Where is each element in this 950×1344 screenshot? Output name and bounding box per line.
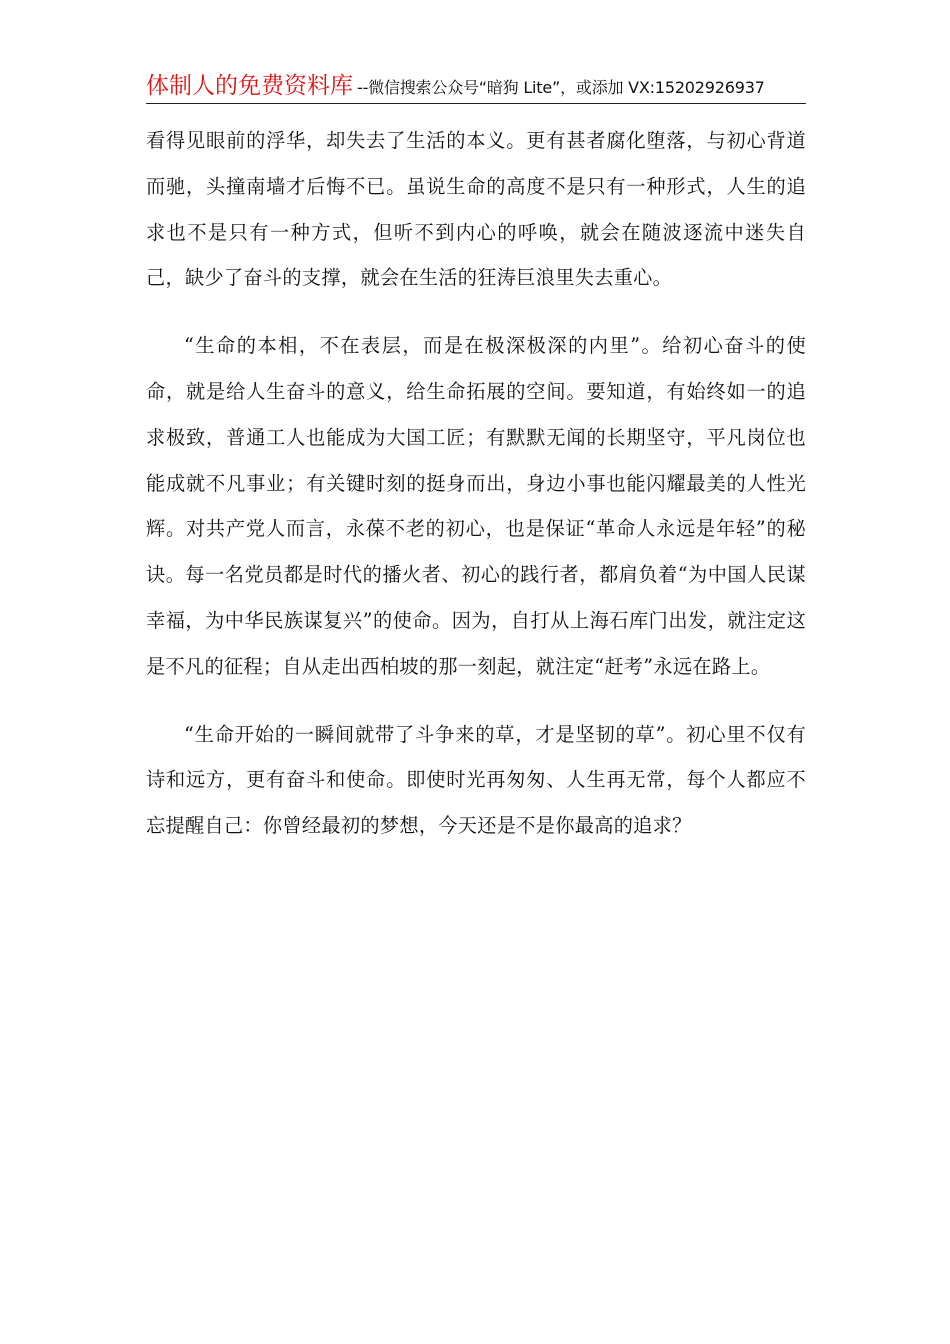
page-header (146, 70, 806, 104)
paragraph: “生命开始的一瞬间就带了斗争来的草，才是坚韧的草”。初心里不仅有诗和远方，更有奋斗和使命。即使时光再匆匆、人生再无常，每个人都应不忘提醒自己：你曾经最初的梦想，今天还是不是你最高的追求？ (146, 722, 806, 838)
header-contact-note: --微信搜索公众号“暗狗 Lite”，或添加 VX:15202926937 (357, 78, 765, 97)
header-brand-title: 体制人的免费资料库 (146, 73, 353, 99)
paragraph-continued: 看得见眼前的浮华，却失去了生活的本义。更有甚者腐化堕落，与初心背道而驰，头撞南墙才后悔不已。虽说生命的高度不是只有一种形式，人生的追求也不是只有一种方式，但听不到内心的呼唤，就会在随波逐流中迷失自己，缺少了奋斗的支撑，就会在生活的狂涛巨浪里失去重心。 (146, 129, 806, 290)
paragraph: “生命的本相，不在表层，而是在极深极深的内里”。给初心奋斗的使命，就是给人生奋斗的意义，给生命拓展的空间。要知道，有始终如一的追求极致，普通工人也能成为大国工匠；有默默无闻的长期坚守，平凡岗位也能成就不凡事业；有关键时刻的挺身而出，身边小事也能闪耀最美的人性光辉。对共产党人而言，永葆不老的初心，也是保证“革命人永远是年轻”的秘诀。每一名党员都是时代的播火者、初心的践行者，都肩负着“为中国人民谋幸福，为中华民族谋复兴”的使命。因为，自打从上海石库门出发，就注定这是不凡的征程；自从走出西柏坡的那一刻起，就注定“赶考”永远在路上。 (146, 334, 806, 678)
document-body (146, 118, 806, 871)
